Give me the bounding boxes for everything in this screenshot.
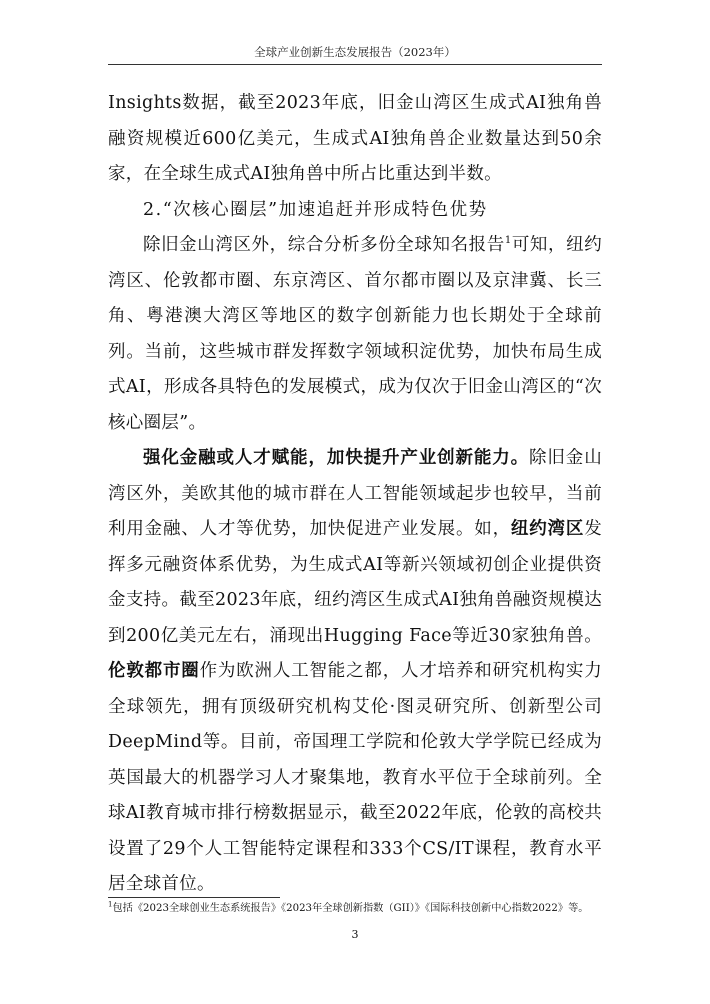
paragraph-continuation: Insights数据，截至2023年底，旧金山湾区生成式AI独角兽融资规模近600亿美元，生成式AI独角兽企业数量达到50余家，在全球生成式AI独角兽中所占比重达到半数。 [108, 93, 602, 184]
section-heading: 2.“次核心圈层”加速追赶并形成特色优势 [143, 199, 488, 220]
running-header: 全球产业创新生态发展报告（2023年） [254, 45, 456, 59]
header-rule [108, 64, 602, 65]
paragraph-finance-talent [108, 441, 602, 903]
footnote-mark: 1 [108, 900, 113, 909]
main-text [108, 86, 602, 903]
paragraph-text: 作为欧洲人工智能之都，人才培养和研究机构实力全球领先，拥有顶级研究机构艾伦·图灵研究所、创新型公司DeepMind等。目前，帝国理工学院和伦敦大学学院已经成为英国最大的机器学习人才聚集地，教育水平位于全球前列。全球AI教育城市排行榜数据显示，截至2022年底，伦敦的高校共设置了29个人工智能特定课程和333个CS/IT课程，教育水平居全球首位。 [108, 661, 602, 894]
paragraph-text: 除旧金山湾区外，美欧其他的城市群在人工智能领域起步也较早，当前利用金融、人才等优势，加快促进产业发展。如， [108, 448, 602, 539]
paragraph-text: 发挥多元融资体系优势，为生成式AI等新兴领域初创企业提供资金支持。截至2023年底，纽约湾区生成式AI独角兽融资规模达到200亿美元左右，涌现出Hugging Face等近30家独角兽。 [108, 519, 602, 646]
footnote-rule [108, 897, 280, 898]
footnote [108, 902, 608, 916]
footnote-reference: 1 [504, 235, 512, 247]
bold-lead-sentence: 强化金融或人才赋能，加快提升产业创新能力。 [143, 448, 530, 468]
paragraph-text: 可知，纽约湾区、伦敦都市圈、东京湾区、首尔都市圈以及京津冀、长三角、粤港澳大湾区等地区的数字创新能力也长期处于全球前列。当前，这些城市群发挥数字领域积淀优势，加快布局生成式AI，形成各具特色的发展模式，成为仅次于旧金山湾区的“次核心圈层”。 [108, 235, 603, 433]
footnote-text: 包括《2023全球创业生态系统报告》《2023年全球创新指数（GII）》《国际科技创新中心指数2022》等。 [112, 903, 589, 914]
bold-term-london: 伦敦都市圈 [108, 661, 200, 681]
paragraph-overview [108, 228, 602, 441]
paragraph-text: 除旧金山湾区外，综合分析多份全球知名报告 [143, 235, 505, 255]
page-number: 3 [351, 928, 359, 941]
bold-term-new-york-bay: 纽约湾区 [510, 519, 585, 539]
